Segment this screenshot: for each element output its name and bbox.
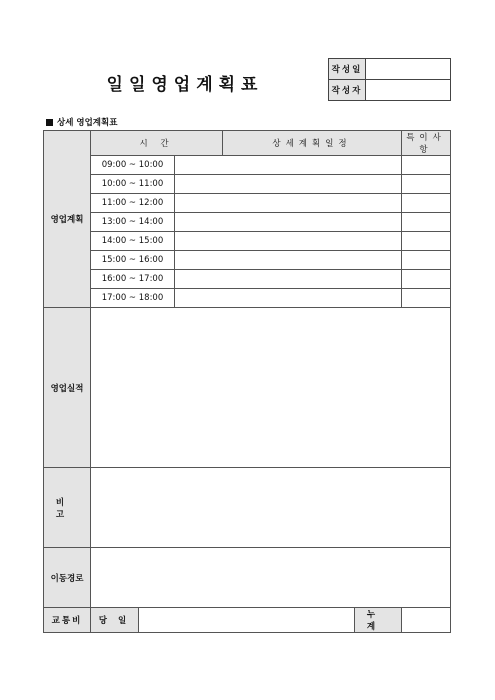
note-cell[interactable] bbox=[402, 194, 451, 213]
plan-row-label: 영업계획 bbox=[44, 131, 91, 308]
time-slot: 17:00 ~ 18:00 bbox=[91, 289, 175, 308]
plan-cell[interactable] bbox=[175, 270, 402, 289]
sales-plan-table bbox=[43, 130, 451, 633]
plan-cell[interactable] bbox=[175, 156, 402, 175]
section-label: 상세 영업계획표 bbox=[57, 118, 118, 128]
plan-cell[interactable] bbox=[175, 232, 402, 251]
results-label: 영업실적 bbox=[44, 308, 91, 468]
note-header: 특이사항 bbox=[402, 131, 451, 156]
plan-cell[interactable] bbox=[175, 213, 402, 232]
note-cell[interactable] bbox=[402, 175, 451, 194]
time-slot: 14:00 ~ 15:00 bbox=[91, 232, 175, 251]
note-cell[interactable] bbox=[402, 232, 451, 251]
time-slot: 09:00 ~ 10:00 bbox=[91, 156, 175, 175]
today-label: 당 일 bbox=[91, 608, 139, 633]
date-label: 작성일 bbox=[329, 59, 366, 80]
plan-cell[interactable] bbox=[175, 175, 402, 194]
cumulative-amount-field[interactable] bbox=[402, 608, 451, 633]
results-area[interactable] bbox=[91, 308, 451, 468]
plan-cell[interactable] bbox=[175, 251, 402, 270]
note-cell[interactable] bbox=[402, 270, 451, 289]
today-amount-field[interactable] bbox=[139, 608, 355, 633]
time-slot: 13:00 ~ 14:00 bbox=[91, 213, 175, 232]
note-cell[interactable] bbox=[402, 156, 451, 175]
author-label: 작성자 bbox=[329, 80, 366, 101]
plan-header: 상세계획일정 bbox=[223, 131, 402, 156]
transport-label: 교통비 bbox=[44, 608, 91, 633]
section-heading bbox=[46, 116, 117, 128]
remarks-area[interactable] bbox=[91, 468, 451, 548]
remarks-label: 비 고 bbox=[44, 468, 91, 548]
note-cell[interactable] bbox=[402, 213, 451, 232]
time-slot: 15:00 ~ 16:00 bbox=[91, 251, 175, 270]
square-bullet-icon bbox=[46, 119, 53, 126]
time-slot: 11:00 ~ 12:00 bbox=[91, 194, 175, 213]
note-cell[interactable] bbox=[402, 251, 451, 270]
note-cell[interactable] bbox=[402, 289, 451, 308]
time-slot: 16:00 ~ 17:00 bbox=[91, 270, 175, 289]
document-title: 일일영업계획표 bbox=[106, 75, 264, 95]
cumulative-label: 누 계 bbox=[355, 608, 402, 633]
plan-cell[interactable] bbox=[175, 289, 402, 308]
author-info-box bbox=[328, 58, 451, 101]
plan-cell[interactable] bbox=[175, 194, 402, 213]
route-label: 이동경로 bbox=[44, 548, 91, 608]
time-header: 시 간 bbox=[91, 131, 223, 156]
author-field[interactable] bbox=[366, 80, 451, 101]
date-field[interactable] bbox=[366, 59, 451, 80]
route-area[interactable] bbox=[91, 548, 451, 608]
time-slot: 10:00 ~ 11:00 bbox=[91, 175, 175, 194]
